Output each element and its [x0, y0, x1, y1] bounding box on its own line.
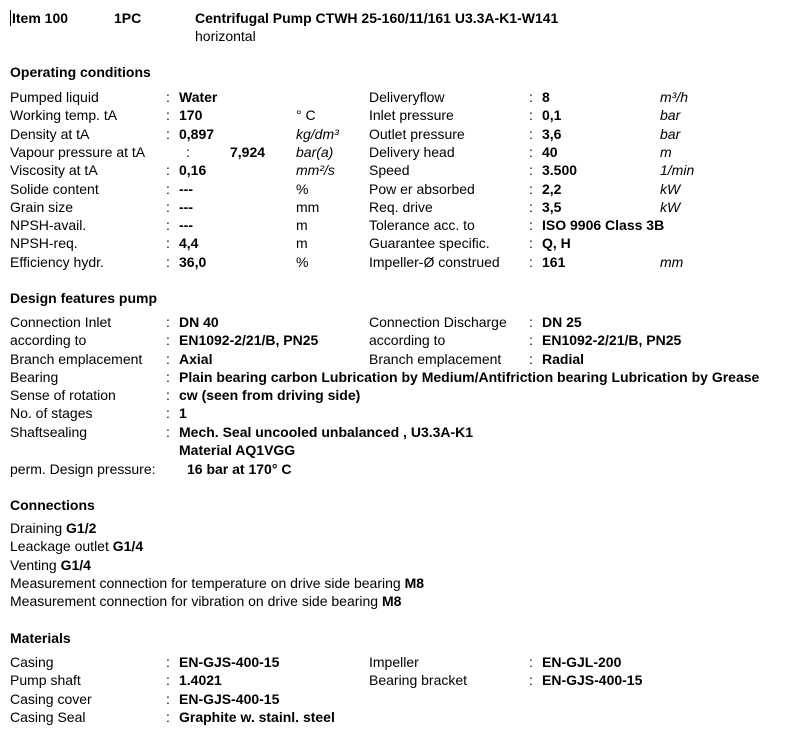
material-left-sep: :	[166, 691, 170, 707]
operating-left-unit: mm²/s	[296, 162, 335, 178]
material-left-value: Graphite w. stainl. steel	[179, 709, 335, 725]
operating-right-sep: :	[529, 89, 533, 105]
operating-right-value: 161	[542, 254, 566, 270]
connection-item	[10, 575, 424, 591]
stages-sep: :	[166, 405, 170, 421]
design-right-label: Connection Discharge	[369, 314, 507, 330]
design-right-sep: :	[529, 314, 533, 330]
operating-right-unit: bar	[660, 107, 681, 123]
design-right-label: according to	[369, 332, 446, 348]
operating-right-label: Inlet pressure	[369, 107, 454, 123]
shaftsealing-label: Shaftsealing	[10, 424, 88, 440]
operating-right-sep: :	[529, 107, 533, 123]
operating-right-label: Outlet pressure	[369, 126, 465, 142]
bearing-value: Plain bearing carbon Lubrication by Medium/Antifriction bearing Lubrication by Grease	[179, 369, 760, 385]
operating-right-sep: :	[529, 254, 533, 270]
operating-left-sep: :	[166, 107, 170, 123]
bearing-label: Bearing	[10, 369, 59, 385]
operating-right-value: 40	[542, 144, 558, 160]
operating-right-sep: :	[529, 217, 533, 233]
operating-left-sep: :	[166, 126, 170, 142]
operating-right-label: Tolerance acc. to	[369, 217, 475, 233]
operating-right-unit: m	[660, 144, 672, 160]
shaftsealing-sep: :	[166, 424, 170, 440]
material-left-sep: :	[166, 709, 170, 725]
operating-right-value: 3,5	[542, 199, 562, 215]
operating-right-label: Speed	[369, 162, 410, 178]
connection-value: G1/2	[66, 520, 97, 536]
operating-right-value: Q, H	[542, 235, 571, 251]
operating-right-value: 3,6	[542, 126, 562, 142]
design-right-value: Radial	[542, 351, 585, 367]
operating-left-value: 36,0	[179, 254, 207, 270]
operating-right-unit: bar	[660, 126, 681, 142]
operating-left-unit: m	[296, 217, 308, 233]
stages-label: No. of stages	[10, 405, 93, 421]
design-left-sep: :	[166, 314, 170, 330]
connection-label: Leackage outlet	[10, 538, 113, 554]
connection-value: G1/4	[60, 557, 91, 573]
material-right-label: Bearing bracket	[369, 672, 468, 688]
design-left-sep: :	[166, 332, 170, 348]
rotation-sep: :	[166, 387, 170, 403]
operating-left-unit: mm	[296, 199, 320, 215]
operating-right-unit: kW	[660, 199, 681, 215]
operating-left-sep: :	[166, 217, 170, 233]
operating-left-sep: :	[166, 89, 170, 105]
material-left-sep: :	[166, 654, 170, 670]
operating-right-unit: kW	[660, 181, 681, 197]
design-left-label: Connection Inlet	[10, 314, 112, 330]
pump-title: Centrifugal Pump CTWH 25-160/11/161 U3.3A-K1-W141	[195, 10, 559, 26]
operating-right-unit: mm	[660, 254, 684, 270]
operating-left-unit: %	[296, 181, 309, 197]
connection-item	[10, 538, 143, 554]
rotation-value: cw (seen from driving side)	[179, 387, 361, 403]
operating-left-sep: :	[166, 235, 170, 251]
item-number: Item 100	[12, 10, 69, 26]
operating-left-sep: :	[166, 199, 170, 215]
operating-left-label: Efficiency hydr.	[10, 254, 104, 270]
operating-left-label: Vapour pressure at tA	[10, 144, 146, 160]
operating-left-sep: :	[186, 144, 190, 160]
operating-right-value: 2,2	[542, 181, 562, 197]
operating-left-value: 170	[179, 107, 203, 123]
design-left-value: EN1092-2/21/B, PN25	[179, 332, 319, 348]
connection-label: Draining	[10, 520, 67, 536]
connection-item	[10, 593, 401, 609]
design-right-label: Branch emplacement	[369, 351, 502, 367]
design-right-value: EN1092-2/21/B, PN25	[542, 332, 682, 348]
operating-right-value: ISO 9906 Class 3B	[542, 217, 665, 233]
connection-label: Measurement connection for vibration on drive side bearing	[10, 593, 382, 609]
operating-right-label: Deliveryflow	[369, 89, 445, 105]
operating-right-value: 0,1	[542, 107, 562, 123]
operating-left-label: Pumped liquid	[10, 89, 99, 105]
operating-left-label: NPSH-req.	[10, 235, 78, 251]
material-left-label: Casing Seal	[10, 709, 86, 725]
operating-right-label: Delivery head	[369, 144, 455, 160]
operating-left-label: Density at tA	[10, 126, 90, 142]
operating-right-label: Pow er absorbed	[369, 181, 475, 197]
material-right-sep: :	[529, 654, 533, 670]
material-left-label: Casing	[10, 654, 54, 670]
design-left-value: DN 40	[179, 314, 219, 330]
operating-left-unit: m	[296, 235, 308, 251]
design-left-value: Axial	[179, 351, 213, 367]
operating-right-sep: :	[529, 126, 533, 142]
operating-right-unit: 1/min	[660, 162, 695, 178]
connection-item	[10, 520, 96, 536]
design-right-sep: :	[529, 332, 533, 348]
operating-right-label: Guarantee specific.	[369, 235, 490, 251]
connection-label: Venting	[10, 557, 61, 573]
text-cursor	[10, 10, 11, 26]
operating-left-label: Grain size	[10, 199, 74, 215]
operating-right-label: Impeller-Ø construed	[369, 254, 500, 270]
operating-right-sep: :	[529, 162, 533, 178]
operating-left-value: 7,924	[230, 144, 266, 160]
operating-left-label: Working temp. tA	[10, 107, 118, 123]
operating-right-sep: :	[529, 235, 533, 251]
operating-left-sep: :	[166, 162, 170, 178]
operating-left-sep: :	[166, 181, 170, 197]
design-left-sep: :	[166, 351, 170, 367]
design-left-label: Branch emplacement	[10, 351, 143, 367]
material-left-value: EN-GJS-400-15	[179, 691, 280, 707]
operating-right-sep: :	[529, 181, 533, 197]
materials-heading: Materials	[10, 630, 71, 646]
material-left-label: Casing cover	[10, 691, 92, 707]
operating-right-unit: m³/h	[660, 89, 688, 105]
operating-left-sep: :	[166, 254, 170, 270]
operating-right-sep: :	[529, 199, 533, 215]
operating-right-value: 8	[542, 89, 550, 105]
design-right-sep: :	[529, 351, 533, 367]
operating-right-sep: :	[529, 144, 533, 160]
material-right-sep: :	[529, 672, 533, 688]
connection-label: Measurement connection for temperature on drive side bearing	[10, 575, 405, 591]
design-heading: Design features pump	[10, 290, 158, 306]
operating-left-value: ---	[179, 217, 193, 233]
design-left-label: according to	[10, 332, 87, 348]
operating-left-value: ---	[179, 199, 193, 215]
material-left-value: EN-GJS-400-15	[179, 654, 280, 670]
stages-value: 1	[179, 405, 187, 421]
operating-left-label: Viscosity at tA	[10, 162, 98, 178]
material-left-sep: :	[166, 672, 170, 688]
connection-value: M8	[404, 575, 425, 591]
operating-left-unit: bar(a)	[296, 144, 334, 160]
operating-left-unit: ° C	[296, 107, 316, 123]
operating-right-label: Req. drive	[369, 199, 433, 215]
operating-left-value: 0,897	[179, 126, 215, 142]
material-right-label: Impeller	[369, 654, 419, 670]
operating-left-value: ---	[179, 181, 193, 197]
perm-pressure-value: 16 bar at 170° C	[187, 461, 292, 477]
perm-pressure-label: perm. Design pressure:	[10, 461, 156, 477]
operating-left-unit: %	[296, 254, 309, 270]
material-left-value: 1.4021	[179, 672, 222, 688]
connection-value: M8	[381, 593, 402, 609]
operating-right-value: 3.500	[542, 162, 578, 178]
operating-heading: Operating conditions	[10, 64, 151, 80]
material-right-value: EN-GJL-200	[542, 654, 622, 670]
operating-left-unit: kg/dm³	[296, 126, 339, 142]
item-quantity: 1PC	[114, 10, 142, 26]
operating-left-value: 0,16	[179, 162, 207, 178]
operating-left-label: NPSH-avail.	[10, 217, 87, 233]
design-right-value: DN 25	[542, 314, 582, 330]
connection-item	[10, 557, 91, 573]
connection-value: G1/4	[112, 538, 144, 554]
shaftsealing-value: Mech. Seal uncooled unbalanced , U3.3A-K1	[179, 424, 474, 440]
material-right-value: EN-GJS-400-15	[542, 672, 643, 688]
rotation-label: Sense of rotation	[10, 387, 116, 403]
bearing-sep: :	[166, 369, 170, 385]
operating-left-label: Solide content	[10, 181, 99, 197]
pump-subtitle: horizontal	[195, 28, 256, 44]
operating-left-value: 4,4	[179, 235, 199, 251]
connections-heading: Connections	[10, 497, 95, 513]
material-left-label: Pump shaft	[10, 672, 81, 688]
shaftsealing-material: Material AQ1VGG	[179, 442, 296, 458]
operating-left-value: Water	[179, 89, 218, 105]
